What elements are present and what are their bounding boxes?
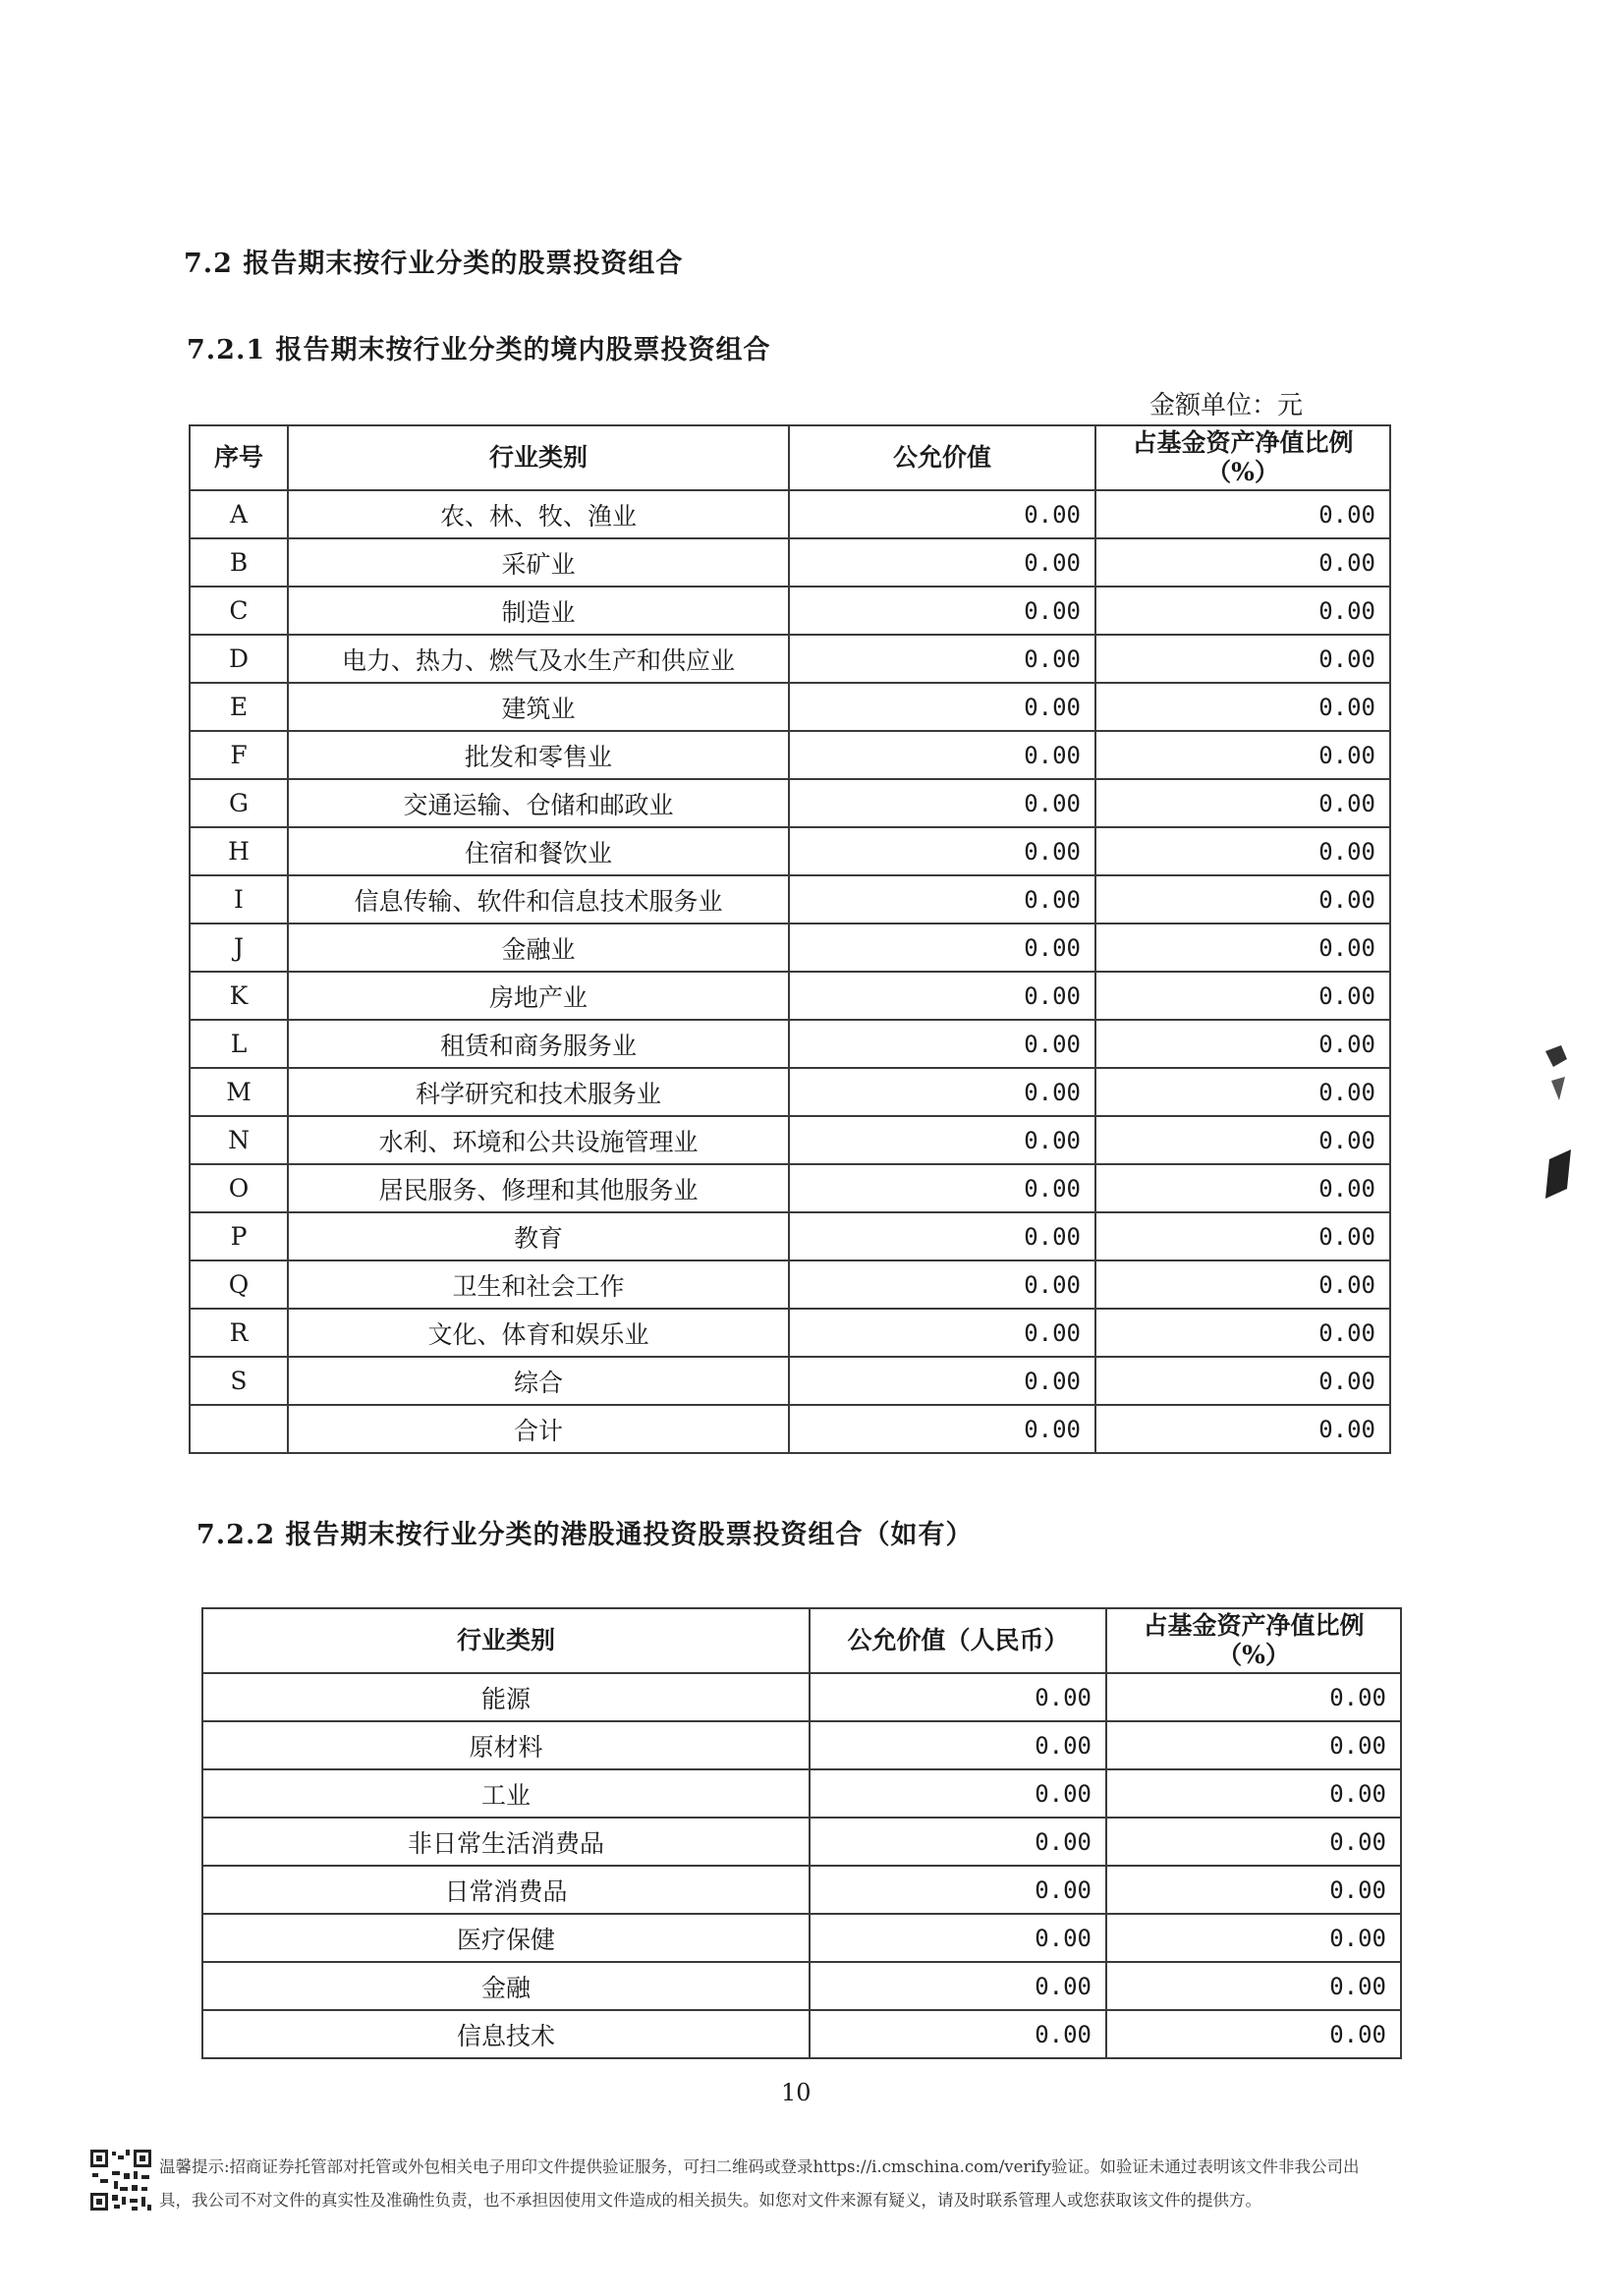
unit-label: 金额单位：元 xyxy=(1149,391,1304,420)
fair-value: 0.00 xyxy=(789,731,1095,779)
industry-code: C xyxy=(190,587,288,635)
nav-ratio: 0.00 xyxy=(1095,1260,1390,1309)
nav-ratio: 0.00 xyxy=(1095,1309,1390,1357)
section-7-2-2-title: 7.2.2 报告期末按行业分类的港股通投资股票投资组合（如有） xyxy=(196,1520,974,1550)
industry-name: 综合 xyxy=(288,1357,789,1405)
table-row xyxy=(190,587,1390,635)
table-row xyxy=(202,1769,1401,1818)
table-row xyxy=(190,490,1390,538)
industry-name: 原材料 xyxy=(202,1721,810,1769)
industry-name: 住宿和餐饮业 xyxy=(288,827,789,875)
industry-name: 租赁和商务服务业 xyxy=(288,1020,789,1068)
nav-ratio: 0.00 xyxy=(1106,1866,1401,1914)
domestic-industry-table xyxy=(189,424,1391,1454)
industry-name: 非日常生活消费品 xyxy=(202,1818,810,1866)
industry-code: N xyxy=(190,1116,288,1164)
fair-value: 0.00 xyxy=(789,875,1095,924)
seal-stamp-fragment xyxy=(1538,1041,1577,1208)
table-row xyxy=(190,731,1390,779)
nav-ratio: 0.00 xyxy=(1095,924,1390,972)
nav-ratio: 0.00 xyxy=(1095,635,1390,683)
nav-ratio: 0.00 xyxy=(1095,1212,1390,1260)
table-row xyxy=(202,1818,1401,1866)
fair-value: 0.00 xyxy=(789,1309,1095,1357)
table-row xyxy=(190,1212,1390,1260)
col-header-industry: 行业类别 xyxy=(288,425,789,490)
fair-value: 0.00 xyxy=(789,1116,1095,1164)
fair-value: 0.00 xyxy=(789,490,1095,538)
nav-ratio: 0.00 xyxy=(1106,1721,1401,1769)
fair-value: 0.00 xyxy=(789,1020,1095,1068)
industry-name: 房地产业 xyxy=(288,972,789,1020)
table-row xyxy=(190,1357,1390,1405)
qr-code-icon[interactable] xyxy=(88,2148,153,2212)
industry-name: 批发和零售业 xyxy=(288,731,789,779)
table-row xyxy=(202,1673,1401,1721)
fair-value: 0.00 xyxy=(789,827,1095,875)
table-row xyxy=(190,1116,1390,1164)
industry-name: 科学研究和技术服务业 xyxy=(288,1068,789,1116)
industry-code: P xyxy=(190,1212,288,1260)
industry-name: 制造业 xyxy=(288,587,789,635)
fair-value: 0.00 xyxy=(789,1405,1095,1453)
table-header-row xyxy=(190,425,1390,490)
fair-value: 0.00 xyxy=(789,1068,1095,1116)
footer-line-2: 具，我公司不对文件的真实性及准确性负责，也不承担因使用文件造成的相关损失。如您对文件来源有疑义，请及时联系管理人或您获取该文件的提供方。 xyxy=(159,2191,1261,2210)
fair-value: 0.00 xyxy=(789,1357,1095,1405)
fair-value: 0.00 xyxy=(810,1673,1106,1721)
table-row xyxy=(202,1866,1401,1914)
industry-code: E xyxy=(190,683,288,731)
table-header-row xyxy=(202,1608,1401,1673)
industry-code: R xyxy=(190,1309,288,1357)
table-row xyxy=(190,635,1390,683)
nav-ratio: 0.00 xyxy=(1095,1116,1390,1164)
nav-ratio: 0.00 xyxy=(1095,587,1390,635)
industry-code: B xyxy=(190,538,288,587)
nav-ratio: 0.00 xyxy=(1095,1164,1390,1212)
industry-name: 金融 xyxy=(202,1962,810,2010)
table-row xyxy=(190,683,1390,731)
nav-ratio: 0.00 xyxy=(1095,731,1390,779)
industry-name: 合计 xyxy=(288,1405,789,1453)
section-7-2-1-title: 7.2.1 报告期末按行业分类的境内股票投资组合 xyxy=(187,335,771,365)
fair-value: 0.00 xyxy=(789,779,1095,827)
col-header-ratio: 占基金资产净值比例（%） xyxy=(1106,1608,1401,1673)
table-row xyxy=(190,1020,1390,1068)
industry-name: 金融业 xyxy=(288,924,789,972)
industry-name: 能源 xyxy=(202,1673,810,1721)
industry-name: 农、林、牧、渔业 xyxy=(288,490,789,538)
nav-ratio: 0.00 xyxy=(1095,1068,1390,1116)
industry-name: 日常消费品 xyxy=(202,1866,810,1914)
industry-code: Q xyxy=(190,1260,288,1309)
table-row xyxy=(190,1164,1390,1212)
table-row xyxy=(190,1260,1390,1309)
col-header-ratio: 占基金资产净值比例（%） xyxy=(1095,425,1390,490)
industry-name: 医疗保健 xyxy=(202,1914,810,1962)
hk-connect-industry-table xyxy=(201,1607,1402,2059)
industry-name: 电力、热力、燃气及水生产和供应业 xyxy=(288,635,789,683)
fair-value: 0.00 xyxy=(810,1962,1106,2010)
fair-value: 0.00 xyxy=(789,924,1095,972)
nav-ratio: 0.00 xyxy=(1106,2010,1401,2058)
industry-name: 居民服务、修理和其他服务业 xyxy=(288,1164,789,1212)
fair-value: 0.00 xyxy=(810,1914,1106,1962)
industry-name: 水利、环境和公共设施管理业 xyxy=(288,1116,789,1164)
industry-name: 教育 xyxy=(288,1212,789,1260)
fair-value: 0.00 xyxy=(789,683,1095,731)
table-row xyxy=(190,972,1390,1020)
nav-ratio: 0.00 xyxy=(1106,1673,1401,1721)
industry-code: M xyxy=(190,1068,288,1116)
fair-value: 0.00 xyxy=(789,587,1095,635)
nav-ratio: 0.00 xyxy=(1095,538,1390,587)
col-header-code: 序号 xyxy=(190,425,288,490)
col-header-industry: 行业类别 xyxy=(202,1608,810,1673)
fair-value: 0.00 xyxy=(810,1866,1106,1914)
nav-ratio: 0.00 xyxy=(1106,1962,1401,2010)
industry-code: G xyxy=(190,779,288,827)
industry-name: 信息技术 xyxy=(202,2010,810,2058)
fair-value: 0.00 xyxy=(810,1818,1106,1866)
table-row xyxy=(190,538,1390,587)
table-row xyxy=(190,924,1390,972)
fair-value: 0.00 xyxy=(789,1212,1095,1260)
table-row xyxy=(190,779,1390,827)
industry-code: S xyxy=(190,1357,288,1405)
industry-code: I xyxy=(190,875,288,924)
industry-name: 交通运输、仓储和邮政业 xyxy=(288,779,789,827)
nav-ratio: 0.00 xyxy=(1106,1769,1401,1818)
table-row xyxy=(190,827,1390,875)
page-number: 10 xyxy=(781,2079,812,2106)
fair-value: 0.00 xyxy=(789,1164,1095,1212)
nav-ratio: 0.00 xyxy=(1095,683,1390,731)
industry-name: 信息传输、软件和信息技术服务业 xyxy=(288,875,789,924)
industry-code: D xyxy=(190,635,288,683)
nav-ratio: 0.00 xyxy=(1095,827,1390,875)
industry-name: 文化、体育和娱乐业 xyxy=(288,1309,789,1357)
nav-ratio: 0.00 xyxy=(1106,1914,1401,1962)
table-row xyxy=(190,1068,1390,1116)
industry-code: A xyxy=(190,490,288,538)
fair-value: 0.00 xyxy=(810,1769,1106,1818)
nav-ratio: 0.00 xyxy=(1095,490,1390,538)
industry-name: 工业 xyxy=(202,1769,810,1818)
footer-line-1: 温馨提示:招商证券托管部对托管或外包相关电子用印文件提供验证服务，可扫二维码或登录https://i.cmschina.com/verify验证。如验证未通过表明该文件非我公司出 xyxy=(159,2157,1360,2176)
industry-code: H xyxy=(190,827,288,875)
col-header-fair-value-rmb: 公允价值（人民币） xyxy=(810,1608,1106,1673)
section-7-2-title: 7.2 报告期末按行业分类的股票投资组合 xyxy=(184,249,684,279)
table-row xyxy=(190,1405,1390,1453)
nav-ratio: 0.00 xyxy=(1095,1405,1390,1453)
fair-value: 0.00 xyxy=(810,2010,1106,2058)
industry-code: J xyxy=(190,924,288,972)
industry-code xyxy=(190,1405,288,1453)
table-row xyxy=(190,1309,1390,1357)
fair-value: 0.00 xyxy=(789,635,1095,683)
table-row xyxy=(190,875,1390,924)
industry-name: 采矿业 xyxy=(288,538,789,587)
fair-value: 0.00 xyxy=(789,972,1095,1020)
table-row xyxy=(202,1721,1401,1769)
nav-ratio: 0.00 xyxy=(1095,972,1390,1020)
industry-code: O xyxy=(190,1164,288,1212)
nav-ratio: 0.00 xyxy=(1106,1818,1401,1866)
industry-name: 建筑业 xyxy=(288,683,789,731)
fair-value: 0.00 xyxy=(789,1260,1095,1309)
industry-code: K xyxy=(190,972,288,1020)
nav-ratio: 0.00 xyxy=(1095,779,1390,827)
industry-code: F xyxy=(190,731,288,779)
fair-value: 0.00 xyxy=(810,1721,1106,1769)
nav-ratio: 0.00 xyxy=(1095,875,1390,924)
table-row xyxy=(202,1914,1401,1962)
fair-value: 0.00 xyxy=(789,538,1095,587)
nav-ratio: 0.00 xyxy=(1095,1357,1390,1405)
industry-code: L xyxy=(190,1020,288,1068)
nav-ratio: 0.00 xyxy=(1095,1020,1390,1068)
col-header-fair-value: 公允价值 xyxy=(789,425,1095,490)
industry-name: 卫生和社会工作 xyxy=(288,1260,789,1309)
table-row xyxy=(202,2010,1401,2058)
table-row xyxy=(202,1962,1401,2010)
